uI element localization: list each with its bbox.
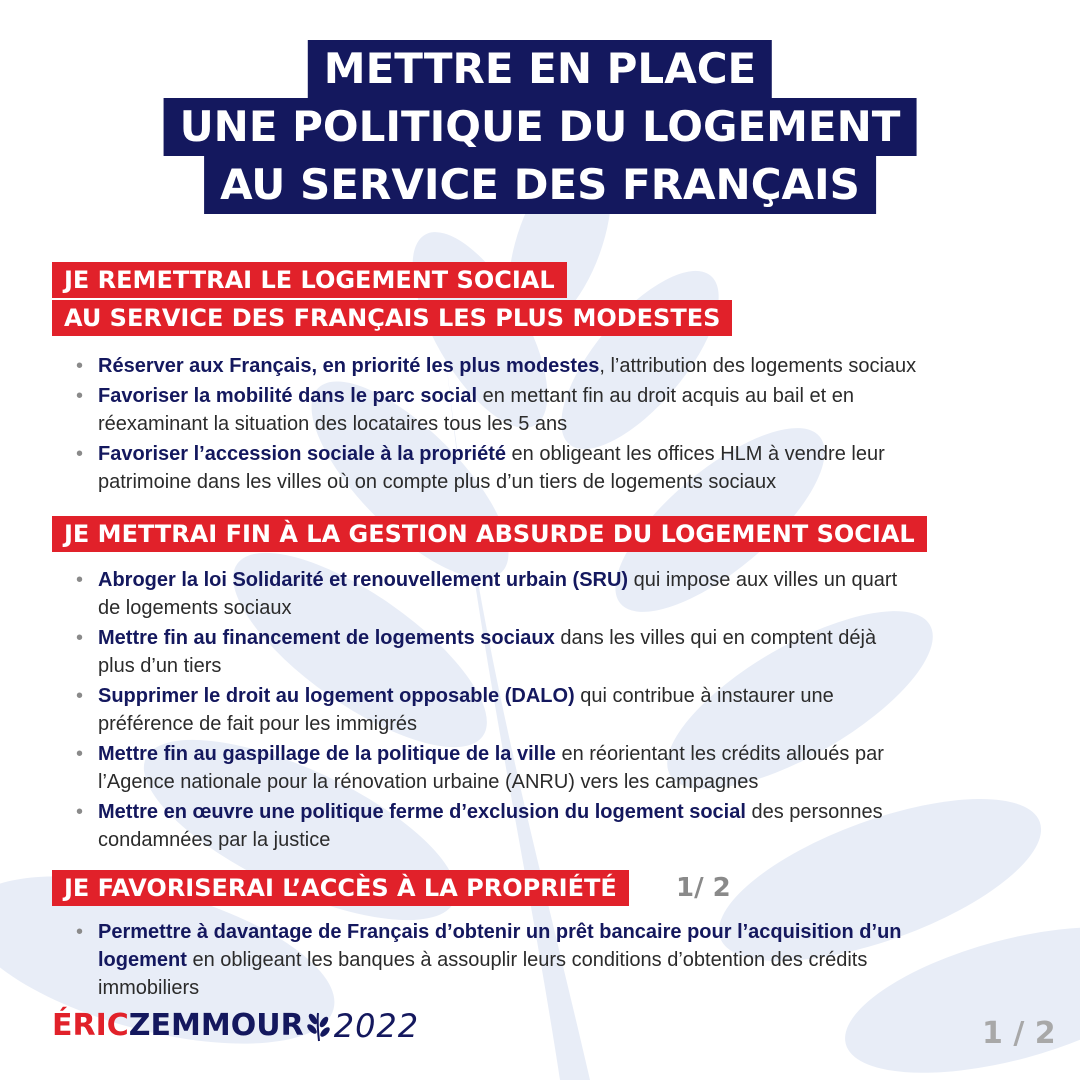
campaign-logo (52, 1006, 419, 1046)
bullet-icon: • (76, 443, 84, 465)
bullet-bold: Supprimer le droit au logement opposable (DALO) (98, 685, 575, 707)
bullet-text: immobiliers (98, 977, 200, 999)
section-3-page-mark: 1/ 2 (676, 873, 731, 903)
section-1-heading-line-2: AU SERVICE DES FRANÇAIS LES PLUS MODESTES (52, 300, 732, 336)
bullet-text: de logements sociaux (98, 597, 292, 619)
bullet-bold: Mettre fin au financement de logements sociaux (98, 627, 555, 649)
title-line-1: METTRE EN PLACE (308, 40, 772, 98)
bullet-text: en réorientant les crédits alloués par (555, 743, 884, 765)
bullet-bold: Abroger la loi Solidarité et renouvellement urbain (SRU) (98, 569, 629, 591)
bullet-icon: • (76, 685, 84, 707)
bullet-bold: Mettre fin au gaspillage de la politique de la ville (98, 743, 556, 765)
bullet-text: des personnes (745, 801, 883, 823)
bullet-icon: • (76, 743, 84, 765)
bullet-text: condamnées par la justice (98, 829, 331, 851)
section-3-heading: JE FAVORISERAI L’ACCÈS À LA PROPRIÉTÉ (52, 870, 629, 906)
page-indicator: 1 / 2 (982, 1016, 1056, 1051)
bullet-text: qui impose aux villes un quart (628, 569, 898, 591)
bullet-icon: • (76, 385, 84, 407)
bullet-text: qui contribue à instaurer une (574, 685, 834, 707)
list-item (76, 352, 1033, 380)
logo-first-name: ÉRIC (52, 1008, 129, 1043)
list-item (76, 740, 1033, 796)
bullet-bold: Favoriser la mobilité dans le parc social (98, 385, 478, 407)
bullet-bold: Permettre à davantage de Français d’obtenir un prêt bancaire pour l’acquisition d’un (98, 921, 902, 943)
list-item (76, 566, 1033, 622)
logo-year: 2022 (333, 1007, 420, 1045)
bullet-text: préférence de fait pour les immigrés (98, 713, 418, 735)
section-2-heading: JE METTRAI FIN À LA GESTION ABSURDE DU LOGEMENT SOCIAL (52, 516, 927, 552)
list-item (76, 382, 1033, 438)
list-item (76, 798, 1033, 854)
bullet-icon: • (76, 355, 84, 377)
bullet-icon: • (76, 801, 84, 823)
bullet-text: l’Agence nationale pour la rénovation urbaine (ANRU) vers les campagnes (98, 771, 759, 793)
bullet-icon: • (76, 627, 84, 649)
bullet-bold: logement (98, 949, 187, 971)
bullet-text: réexaminant la situation des locataires tous les 5 ans (98, 413, 568, 435)
bullet-icon: • (76, 921, 84, 943)
bullet-bold: Favoriser l’accession sociale à la propriété (98, 443, 506, 465)
title-line-2: UNE POLITIQUE DU LOGEMENT (164, 98, 917, 156)
laurel-icon (306, 1009, 332, 1043)
bullet-text: en obligeant les offices HLM à vendre leur (505, 443, 885, 465)
section-1-heading-line-1: JE REMETTRAI LE LOGEMENT SOCIAL (52, 262, 567, 298)
list-item (76, 918, 1033, 1002)
bullet-bold: Réserver aux Français, en priorité les plus modestes (98, 355, 600, 377)
bullet-text: en obligeant les banques à assouplir leurs conditions d’obtention des crédits (186, 949, 868, 971)
bullet-text: plus d’un tiers (98, 655, 222, 677)
logo-last-name: ZEMMOUR (128, 1008, 304, 1043)
title-line-3: AU SERVICE DES FRANÇAIS (204, 156, 876, 214)
list-item (76, 440, 1033, 496)
bullet-text: en mettant fin au droit acquis au bail et en (477, 385, 854, 407)
bullet-text: patrimoine dans les villes où on compte plus d’un tiers de logements sociaux (98, 471, 777, 493)
bullet-icon: • (76, 569, 84, 591)
bullet-text: dans les villes qui en comptent déjà (554, 627, 877, 649)
bullet-bold: Mettre en œuvre une politique ferme d’exclusion du logement social (98, 801, 746, 823)
list-item (76, 682, 1033, 738)
bullet-text: , l’attribution des logements sociaux (599, 355, 917, 377)
list-item (76, 624, 1033, 680)
